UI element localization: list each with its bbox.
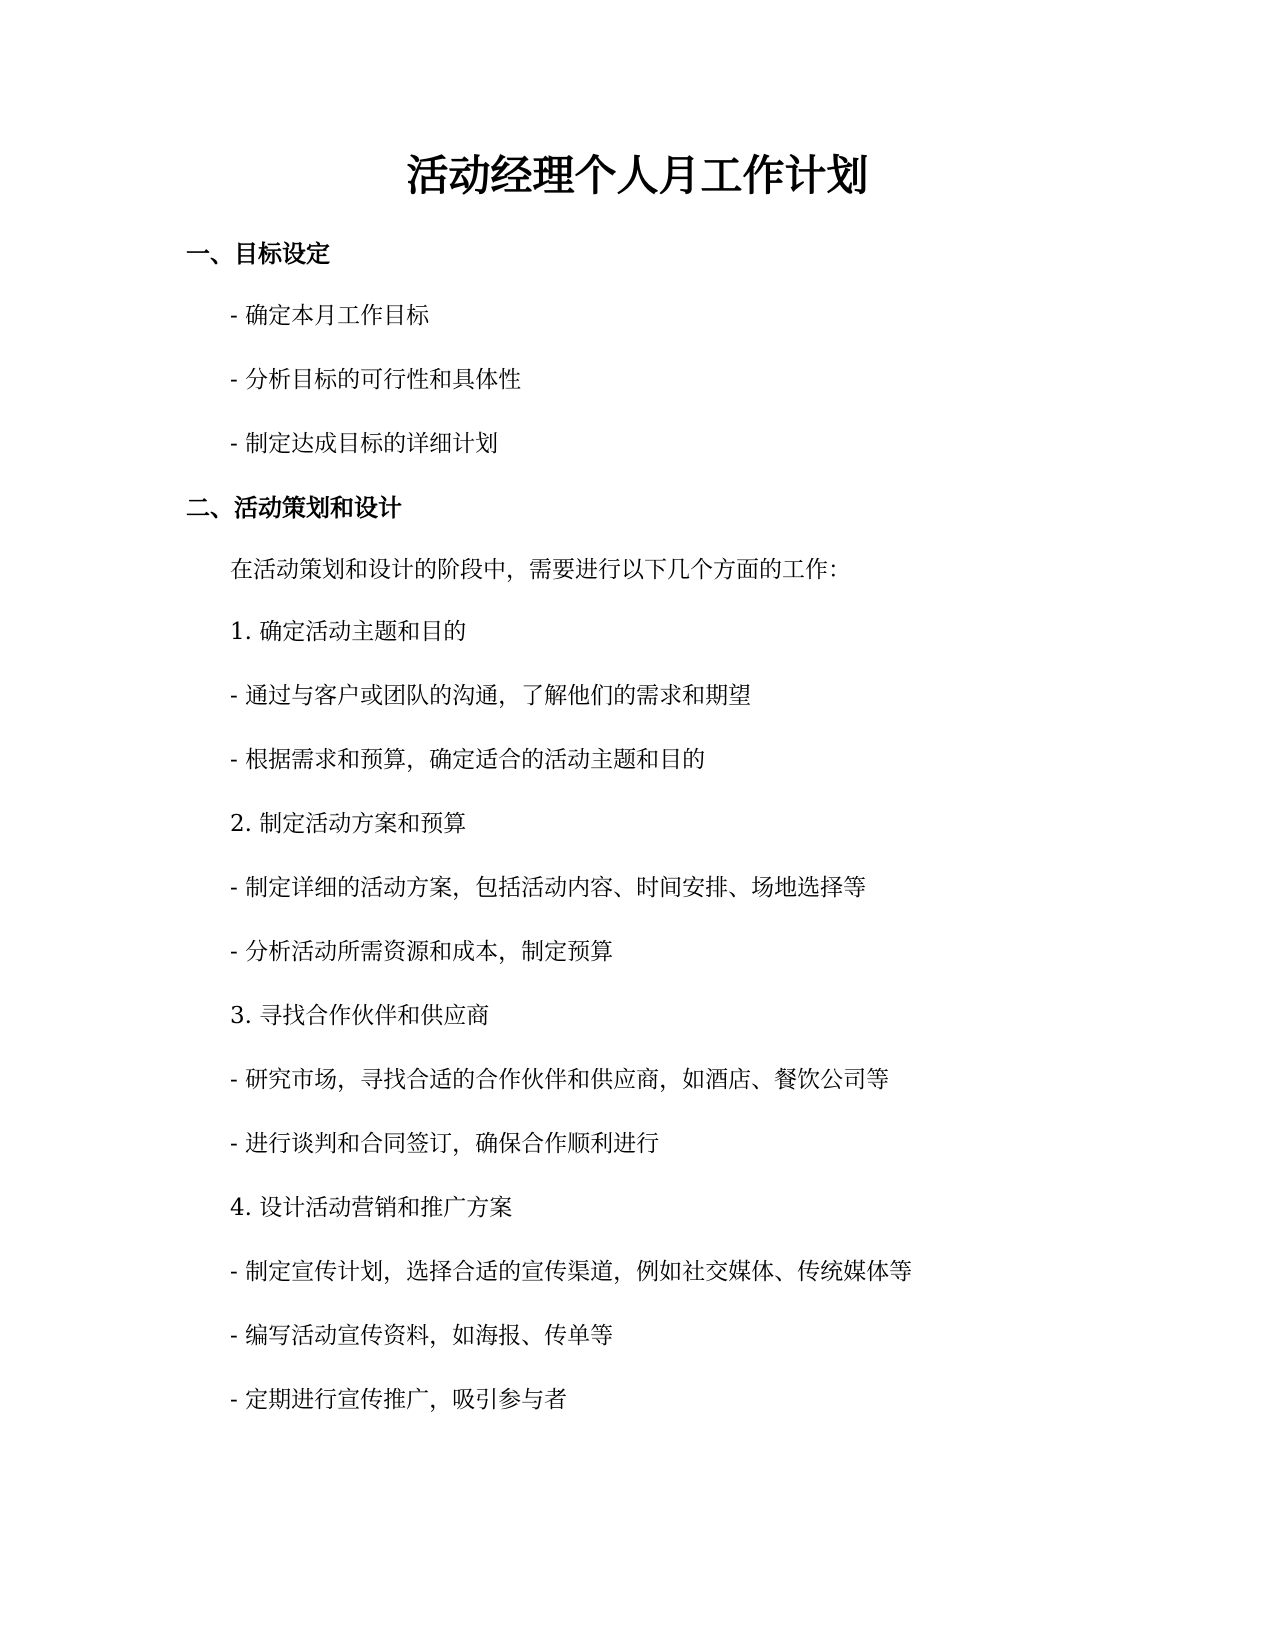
list-item: - 分析活动所需资源和成本，制定预算 — [230, 939, 614, 965]
list-item: - 进行谈判和合同签订，确保合作顺利进行 — [230, 1131, 660, 1157]
list-item: - 制定达成目标的详细计划 — [230, 431, 499, 457]
list-item: - 制定宣传计划，选择合适的宣传渠道，例如社交媒体、传统媒体等 — [230, 1259, 913, 1285]
section-heading-planning: 二、活动策划和设计 — [186, 494, 402, 522]
numbered-item: 2. 制定活动方案和预算 — [230, 811, 467, 837]
list-item: - 定期进行宣传推广，吸引参与者 — [230, 1387, 568, 1413]
list-item: - 研究市场，寻找合适的合作伙伴和供应商，如酒店、餐饮公司等 — [230, 1067, 890, 1093]
list-item: - 编写活动宣传资料，如海报、传单等 — [230, 1323, 614, 1349]
section-heading-goals: 一、目标设定 — [186, 240, 330, 268]
page-title: 活动经理个人月工作计划 — [406, 151, 869, 200]
numbered-item: 3. 寻找合作伙伴和供应商 — [230, 1003, 490, 1029]
list-item: - 分析目标的可行性和具体性 — [230, 367, 522, 393]
intro-paragraph: 在活动策划和设计的阶段中，需要进行以下几个方面的工作： — [230, 557, 851, 583]
list-item: - 根据需求和预算，确定适合的活动主题和目的 — [230, 747, 706, 773]
list-item: - 制定详细的活动方案，包括活动内容、时间安排、场地选择等 — [230, 875, 867, 901]
numbered-item: 4. 设计活动营销和推广方案 — [230, 1195, 513, 1221]
numbered-item: 1. 确定活动主题和目的 — [230, 619, 467, 645]
list-item: - 通过与客户或团队的沟通，了解他们的需求和期望 — [230, 683, 752, 709]
list-item: - 确定本月工作目标 — [230, 303, 430, 329]
